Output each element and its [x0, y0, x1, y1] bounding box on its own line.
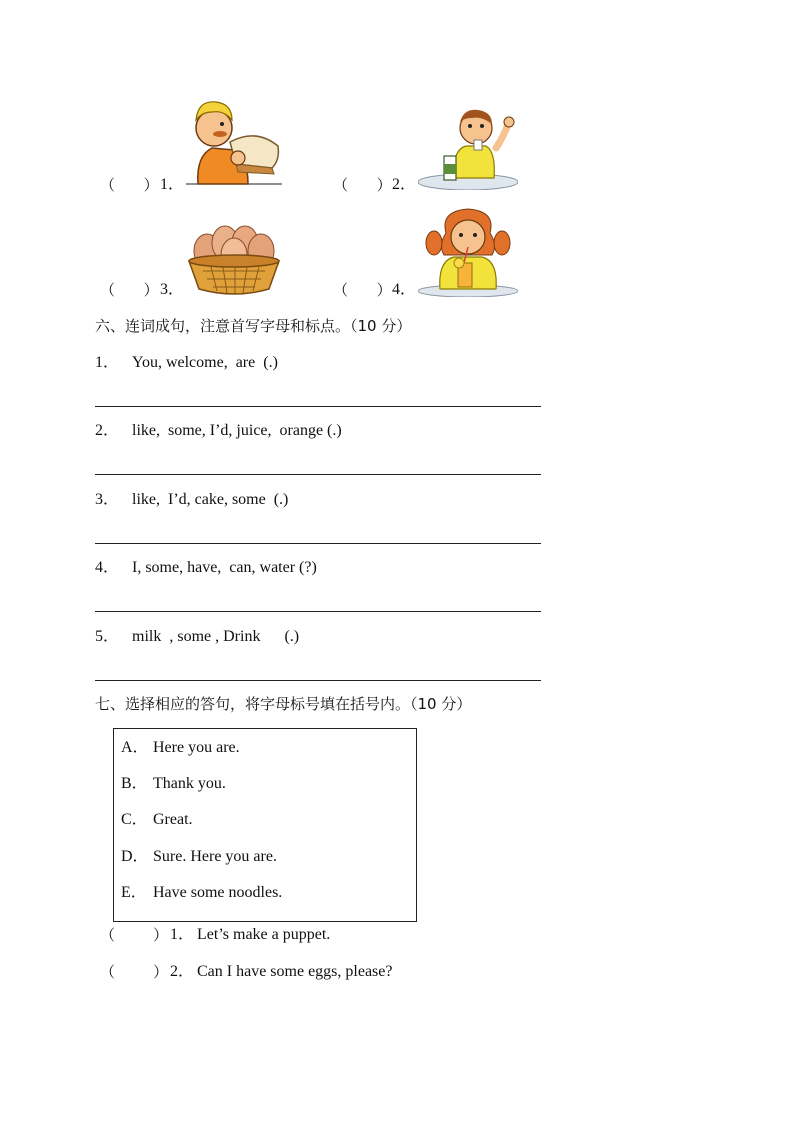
- picture-1-answer-paren[interactable]: （ ）: [100, 176, 159, 194]
- section-6-item-4-words: I, some, have, can, water (?): [132, 559, 317, 576]
- section-6-item-1-words: You, welcome, are (.): [132, 354, 278, 371]
- section-6-item-3-answer-line[interactable]: [95, 543, 541, 544]
- basket-of-eggs-icon: [187, 219, 281, 297]
- question-2-number: 2．: [170, 963, 195, 980]
- question-1-text: Let’s make a puppet.: [197, 926, 331, 943]
- option-c-letter: C．: [121, 811, 148, 828]
- picture-4-answer-paren[interactable]: （ ）: [333, 281, 392, 299]
- section-6-item-4-number: 4．: [95, 559, 120, 576]
- section-6-title: 六、连词成句，注意首写字母和标点。（10 分）: [95, 317, 412, 335]
- picture-3-number: 3．: [160, 281, 185, 298]
- picture-1-number: 1．: [160, 176, 185, 193]
- option-a-text: Here you are.: [153, 739, 240, 756]
- section-6-item-3-number: 3．: [95, 491, 120, 508]
- option-d-letter: D．: [121, 848, 149, 865]
- picture-2-number: 2．: [392, 176, 417, 193]
- section-6-item-5-words: milk , some , Drink (.): [132, 628, 300, 645]
- question-2-text: Can I have some eggs, please?: [197, 963, 393, 980]
- section-6-item-1-number: 1．: [95, 354, 120, 371]
- option-d-text: Sure. Here you are.: [153, 848, 277, 865]
- section-7-title: 七、选择相应的答句，将字母标号填在括号内。（10 分）: [95, 695, 472, 713]
- picture-2-answer-paren[interactable]: （ ）: [333, 176, 392, 194]
- picture-3-answer-paren[interactable]: （ ）: [100, 281, 159, 299]
- section-6-item-2-words: like, some, I’d, juice, orange (.): [132, 422, 342, 439]
- boy-eating-bread-icon: [186, 98, 282, 188]
- boy-drinking-milk-icon: [418, 106, 518, 190]
- question-1-number: 1．: [170, 926, 195, 943]
- section-6-item-2-number: 2．: [95, 422, 120, 439]
- question-2-answer-paren[interactable]: （ ）: [100, 963, 169, 981]
- option-b-letter: B．: [121, 775, 148, 792]
- section-6-item-4-answer-line[interactable]: [95, 611, 541, 612]
- picture-4-number: 4．: [392, 281, 417, 298]
- section-6-item-5-number: 5．: [95, 628, 120, 645]
- option-e-text: Have some noodles.: [153, 884, 283, 901]
- option-b-text: Thank you.: [153, 775, 226, 792]
- option-e-letter: E．: [121, 884, 147, 901]
- girl-drinking-juice-icon: [418, 205, 518, 297]
- section-6-item-2-answer-line[interactable]: [95, 474, 541, 475]
- section-6-item-1-answer-line[interactable]: [95, 406, 541, 407]
- section-6-item-3-words: like, I’d, cake, some (.): [132, 491, 289, 508]
- option-a-letter: A．: [121, 739, 149, 756]
- section-6-item-5-answer-line[interactable]: [95, 680, 541, 681]
- question-1-answer-paren[interactable]: （ ）: [100, 926, 169, 944]
- option-c-text: Great.: [153, 811, 193, 828]
